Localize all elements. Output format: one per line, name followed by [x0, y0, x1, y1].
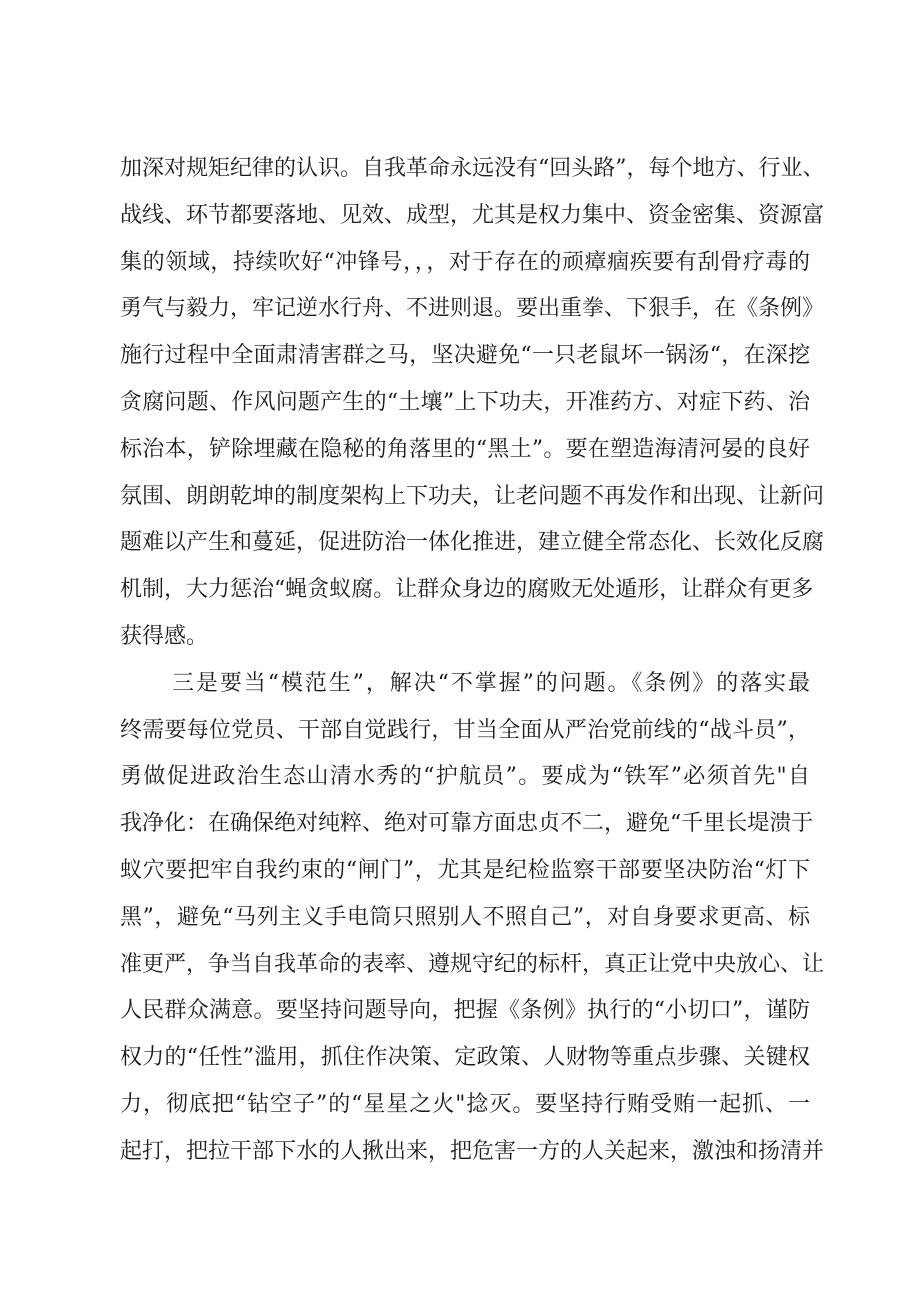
body-text [120, 146, 825, 1176]
text-line: 施行过程中全面肃清害群之马，坚决避免“一只老鼠坏一锅汤“，在深挖 [120, 343, 810, 369]
text-line: 准更严，争当自我革命的表率、遵规守纪的标杆，真正让党中央放心、让 [120, 951, 825, 977]
text-line: 起打，把拉干部下水的人揪出来，把危害一方的人关起来，激浊和扬清并 [120, 1138, 825, 1164]
text-line: 机制，大力惩治“蝇贪蚁腐。让群众身边的腐败无处遁形，让群众有更多 [120, 577, 814, 603]
text-line: 贪腐问题、作风问题产生的“土壤”上下功夫，开准药方、对症下药、治 [120, 389, 810, 415]
text-line: 人民群众满意。要坚持问题导向，把握《条例》执行的“小切口”，谨防 [120, 998, 810, 1024]
text-line: 权力的“任性”滥用，抓住作决策、定政策、人财物等重点步骤、关键权 [120, 1045, 810, 1071]
text-line: 蚁穴要把牢自我约束的“闸门”，尤其是纪检监察干部要坚决防治“灯下 [120, 857, 810, 883]
text-line: 战线、环节都要落地、见效、成型，尤其是权力集中、资金密集、资源富 [120, 202, 825, 228]
text-line: 氛围、朗朗乾坤的制度架构上下功夫，让老问题不再发作和出现、让新问 [120, 483, 825, 509]
paragraph-first-line: 三是要当“模范生”，解决“不掌握”的问题。《条例》的落实最 [172, 670, 810, 696]
text-line: 勇气与毅力，牢记逆水行舟、不进则退。要出重拳、下狠手，在《条例》 [120, 296, 825, 322]
text-line: 加深对规矩纪律的认识。自我革命永远没有“回头路”，每个地方、行业、 [120, 156, 825, 181]
text-line: 集的领域，持续吹好“冲锋号，，，对于存在的顽瘴痼疾要有刮骨疗毒的 [120, 249, 810, 275]
text-line: 获得感。 [120, 623, 209, 649]
text-line: 力，彻底把“钻空子”的“星星之火"捻灭。要坚持行贿受贿一起抓、一 [120, 1091, 810, 1117]
text-line: 标治本，铲除埋藏在隐秘的角落里的“黑土”。要在塑造海清河晏的良好 [120, 436, 810, 462]
text-line: 勇做促进政治生态山清水秀的“护航员”。要成为“铁军”必须首先"自 [120, 764, 810, 790]
text-line: 我净化：在确保绝对纯粹、绝对可靠方面忠贞不二，避免“千里长堤溃于 [120, 811, 814, 837]
text-line: 题难以产生和蔓延，促进防治一体化推进，建立健全常态化、长效化反腐 [120, 530, 825, 556]
text-line: 终需要每位党员、干部自觉践行，甘当全面从严治党前线的“战斗员”， [120, 717, 810, 743]
text-line: 黑”，避免“马列主义手电筒只照别人不照自己”，对自身要求更高、标 [120, 904, 810, 930]
